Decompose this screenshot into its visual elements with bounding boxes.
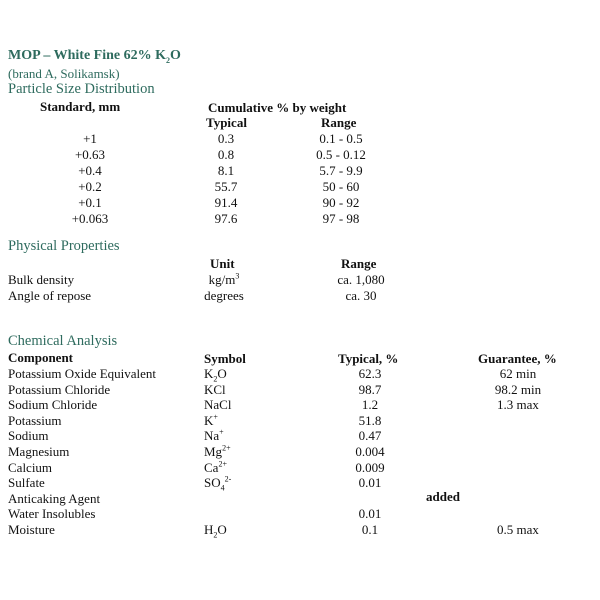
psd-typical-cell: 91.4 — [214, 195, 238, 210]
psd-standard-cell: +0.063 — [71, 211, 109, 226]
chem-symbol-tail: O — [217, 366, 227, 381]
chem-typical-cell: 0.1 — [361, 522, 379, 537]
chem-typical-cell: 0.01 — [358, 475, 382, 490]
phys-header-range: Range — [341, 256, 377, 271]
psd-typical-cell: 97.6 — [214, 211, 238, 226]
chem-typical-cell: 0.01 — [358, 506, 382, 521]
chem-header-typical: Typical, % — [338, 351, 399, 366]
chem-component-cell: Potassium — [8, 413, 62, 428]
title-text: MOP – White Fine 62% K — [8, 48, 167, 63]
chem-symbol-text: Mg — [204, 444, 223, 459]
chem-component-cell: Water Insolubles — [8, 506, 96, 521]
chem-component-cell: Calcium — [8, 460, 53, 475]
chem-symbol-text: Na — [204, 428, 220, 443]
chem-component-cell: Sodium Chloride — [8, 397, 98, 412]
psd-typical-cell: 0.3 — [217, 131, 235, 146]
chem-symbol-cell — [204, 444, 231, 459]
psd-standard-cell: +0.2 — [78, 179, 102, 194]
chem-symbol-text: H — [204, 522, 214, 537]
psd-header-standard: Standard, mm — [40, 99, 121, 114]
chem-guarantee-cell: 1.3 max — [497, 397, 539, 412]
chem-symbol-subscript: 2 — [213, 374, 218, 384]
phys-name-cell: Bulk density — [8, 272, 75, 287]
psd-range-cell: 90 - 92 — [322, 195, 360, 210]
psd-range-cell: 50 - 60 — [322, 179, 360, 194]
chem-guarantee-cell: 98.2 min — [494, 382, 542, 397]
psd-typical-cell: 0.8 — [217, 147, 235, 162]
chem-typical-cell: 0.009 — [355, 460, 385, 475]
chem-symbol-cell — [204, 522, 227, 540]
psd-header-range: Range — [321, 115, 357, 130]
phys-unit-text: degrees — [204, 288, 244, 303]
psd-range-cell: 0.5 - 0.12 — [316, 147, 366, 162]
psd-header-cumulative: Cumulative % by weight — [208, 100, 347, 115]
chem-guarantee-cell: 62 min — [499, 366, 537, 381]
chem-symbol-superscript: + — [219, 427, 224, 437]
chem-symbol-cell — [204, 366, 227, 384]
chem-symbol-cell — [204, 382, 226, 397]
chem-typical-cell: 0.004 — [355, 444, 385, 459]
chem-symbol-superscript: 2+ — [218, 459, 227, 469]
chem-symbol-text: Ca — [204, 460, 219, 475]
phys-unit-text: kg/m — [208, 272, 236, 287]
chem-component-cell: Potassium Oxide Equivalent — [8, 366, 157, 381]
psd-standard-cell: +0.63 — [74, 147, 106, 162]
chem-header-component: Component — [8, 350, 74, 365]
psd-range-cell: 5.7 - 9.9 — [319, 163, 363, 178]
chem-symbol-subscript: 2 — [213, 530, 218, 540]
chem-header-symbol: Symbol — [204, 351, 246, 366]
chem-symbol-cell — [204, 428, 224, 443]
phys-range-cell: ca. 1,080 — [337, 272, 385, 287]
chem-symbol-text: K — [204, 413, 214, 428]
chem-component-cell: Potassium Chloride — [8, 382, 111, 397]
psd-standard-cell: +1 — [83, 131, 97, 146]
brand-line: (brand A, Solikamsk) — [8, 66, 120, 81]
chem-component-cell: Sulfate — [8, 475, 45, 490]
chem-header-guarantee: Guarantee, % — [478, 351, 557, 366]
anticaking-note: added — [426, 489, 460, 504]
phys-unit-cell — [184, 272, 264, 287]
chem-symbol-superscript: + — [213, 412, 218, 422]
phys-unit-superscript: 3 — [235, 271, 240, 281]
chem-symbol-text: SO — [204, 475, 221, 490]
phys-range-cell: ca. 30 — [345, 288, 377, 303]
title-subscript: 2 — [166, 55, 171, 65]
chem-component-cell: Anticaking Agent — [8, 491, 101, 506]
phys-unit-cell — [184, 288, 264, 303]
phys-section-title: Physical Properties — [8, 238, 120, 254]
chem-component-cell: Magnesium — [8, 444, 70, 459]
chem-component-cell: Moisture — [8, 522, 55, 537]
psd-header-typical: Typical — [206, 115, 247, 130]
psd-typical-cell: 8.1 — [217, 163, 235, 178]
chem-symbol-cell — [204, 413, 218, 428]
phys-header-unit: Unit — [210, 256, 235, 271]
chem-typical-cell: 51.8 — [358, 413, 382, 428]
chem-symbol-tail: O — [217, 522, 227, 537]
psd-section-title: Particle Size Distribution — [8, 81, 155, 97]
chem-typical-cell: 62.3 — [358, 366, 382, 381]
chem-typical-cell: 0.47 — [358, 428, 382, 443]
chem-symbol-superscript: 2- — [224, 474, 232, 484]
psd-typical-cell: 55.7 — [214, 179, 238, 194]
chem-symbol-cell — [204, 474, 232, 493]
chem-typical-cell: 1.2 — [361, 397, 379, 412]
psd-standard-cell: +0.1 — [78, 195, 102, 210]
document-title — [8, 48, 181, 63]
chem-symbol-superscript: 2+ — [222, 443, 231, 453]
chem-symbol-cell — [204, 460, 227, 475]
chem-typical-cell: 98.7 — [358, 382, 382, 397]
chem-symbol-text: KCl — [204, 382, 226, 397]
chem-section-title: Chemical Analysis — [8, 333, 118, 349]
chem-component-cell: Sodium — [8, 428, 49, 443]
phys-name-cell: Angle of repose — [8, 288, 92, 303]
psd-range-cell: 0.1 - 0.5 — [319, 131, 363, 146]
chem-symbol-cell — [204, 397, 231, 412]
title-tail: O — [170, 48, 181, 63]
psd-range-cell: 97 - 98 — [322, 211, 360, 226]
chem-symbol-text: K — [204, 366, 214, 381]
chem-guarantee-cell: 0.5 max — [497, 522, 539, 537]
chem-symbol-text: NaCl — [204, 397, 232, 412]
psd-standard-cell: +0.4 — [78, 163, 102, 178]
chem-symbol-subscript: 4 — [220, 483, 225, 493]
